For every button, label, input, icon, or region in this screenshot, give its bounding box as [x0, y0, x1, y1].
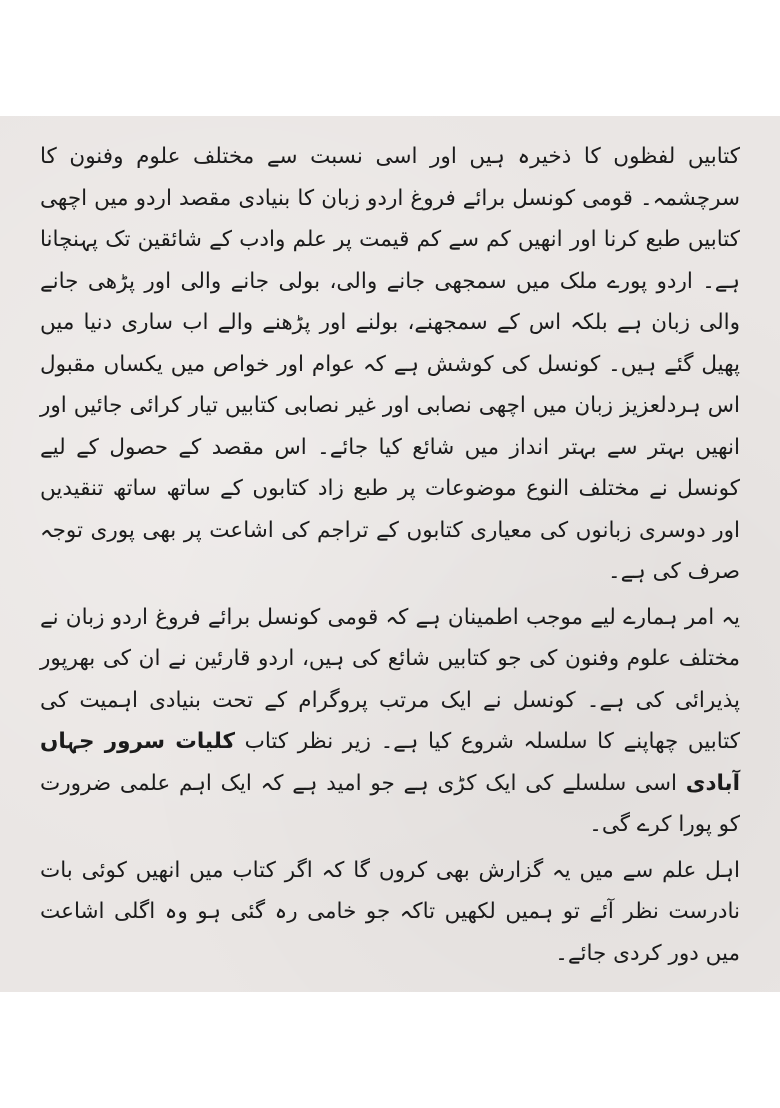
scanned-page	[0, 116, 780, 992]
book-title: کلیات سرور جہاں آبادی	[40, 729, 740, 796]
paragraph-series	[40, 597, 740, 846]
paragraph-intro: کتابیں لفظوں کا ذخیرہ ہیں اور اسی نسبت سے مختلف علوم وفنون کا سرچشمہ۔ قومی کونسل برائے فروغ اردو زبان کا بنیادی مقصد اردو میں اچھی کتابیں طبع کرنا اور انھیں کم سے کم قیمت پر علم وادب کے شائقین تک پہنچانا ہے۔ اردو پورے ملک میں سمجھی جانے والی، بولی جانے والی اور پڑھی جانے والی زبان ہے بلکہ اس کے سمجھنے، بولنے اور پڑھنے والے اب ساری دنیا میں پھیل گئے ہیں۔ کونسل کی کوشش ہے کہ عوام اور خواص میں یکساں مقبول اس ہردلعزیز زبان میں اچھی نصابی اور غیر نصابی کتابیں تیار کرائی جائیں اور انھیں بہتر سے بہتر انداز میں شائع کیا جائے۔ اس مقصد کے حصول کے لیے کونسل نے مختلف النوع موضوعات پر طبع زاد کتابوں کے ساتھ ساتھ تنقیدیں اور دوسری زبانوں کی معیاری کتابوں کے تراجم کی اشاعت پر بھی پوری توجہ صرف کی ہے۔	[40, 144, 740, 584]
paragraph-request: اہل علم سے میں یہ گزارش بھی کروں گا کہ اگر کتاب میں انھیں کوئی بات نادرست نظر آئے تو ہمیں لکھیں تاکہ جو خامی رہ گئی ہو وہ اگلی اشاعت میں دور کردی جائے۔	[40, 857, 740, 966]
paragraph-series-before: یہ امر ہمارے لیے موجب اطمینان ہے کہ قومی کونسل برائے فروغ اردو زبان نے مختلف علوم وفنون کی جو کتابیں شائع کی ہیں، اردو قارئین نے ان کی بھرپور پذیرائی کی ہے۔ کونسل نے ایک مرتب پروگرام کے تحت بنیادی اہمیت کی کتابیں چھاپنے کا سلسلہ شروع کیا ہے۔ زیر نظر کتاب	[40, 604, 741, 754]
paragraph-series-after: اسی سلسلے کی ایک کڑی ہے جو امید ہے کہ ایک اہم علمی ضرورت کو پورا کرے گی۔	[40, 770, 740, 837]
urdu-text-block	[40, 136, 740, 974]
